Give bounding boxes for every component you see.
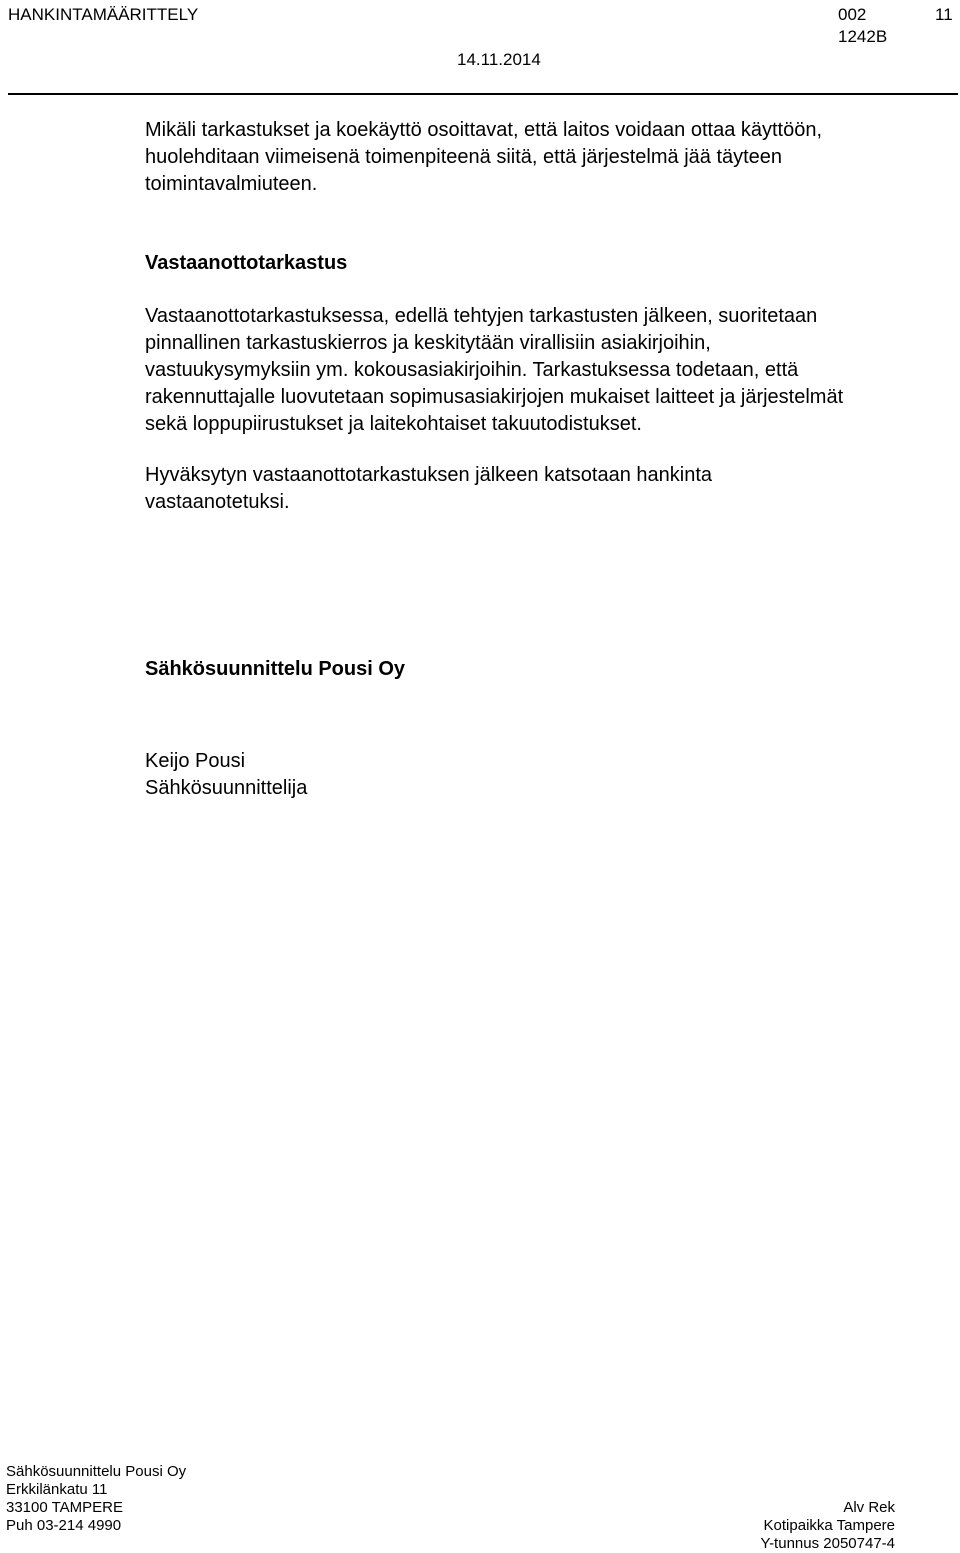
signature-block (145, 748, 307, 802)
section-line: pinnallinen tarkastuskierros ja keskitytään virallisiin asiakirjoihin, (145, 332, 711, 354)
closing-paragraph (145, 462, 712, 516)
footer-company: Sähkösuunnittelu Pousi Oy (6, 1463, 187, 1480)
header-divider (8, 93, 958, 95)
page-number: 11 (935, 5, 953, 24)
footer-street: Erkkilänkatu 11 (6, 1481, 108, 1498)
section-paragraph (145, 303, 843, 438)
footer-vat: Alv Rek (843, 1499, 895, 1516)
footer-domicile: Kotipaikka Tampere (763, 1517, 895, 1534)
section-line: sekä loppupiirustukset ja laitekohtaiset takuutodistukset. (145, 413, 642, 435)
document-type: HANKINTAMÄÄRITTELY (8, 5, 199, 24)
closing-line: vastaanotetuksi. (145, 491, 290, 513)
intro-line: huolehditaan viimeisenä toimenpiteenä siitä, että järjestelmä jää täyteen (145, 146, 783, 168)
section-line: vastuukysymyksiin ym. kokousasiakirjoihin. Tarkastuksessa todetaan, että (145, 359, 799, 381)
signature-company: Sähkösuunnittelu Pousi Oy (145, 658, 406, 680)
signature-name: Keijo Pousi (145, 750, 246, 772)
section-line: rakennuttajalle luovutetaan sopimusasiakirjojen mukaiset laitteet ja järjestelmät (145, 386, 844, 408)
footer-phone: Puh 03-214 4990 (6, 1517, 122, 1534)
intro-paragraph (145, 117, 822, 198)
section-line: Vastaanottotarkastuksessa, edellä tehtyjen tarkastusten jälkeen, suoritetaan (145, 305, 818, 327)
document-number: 002 (838, 5, 867, 24)
footer-city: 33100 TAMPERE (6, 1499, 124, 1516)
document-date: 14.11.2014 (457, 50, 541, 69)
project-code: 1242B (838, 27, 888, 46)
intro-line: toimintavalmiuteen. (145, 173, 318, 195)
signature-title: Sähkösuunnittelija (145, 777, 308, 799)
closing-line: Hyväksytyn vastaanottotarkastuksen jälkeen katsotaan hankinta (145, 464, 712, 486)
intro-line: Mikäli tarkastukset ja koekäyttö osoittavat, että laitos voidaan ottaa käyttöön, (145, 119, 823, 141)
footer-business-id: Y-tunnus 2050747-4 (760, 1535, 895, 1552)
section-heading: Vastaanottotarkastus (145, 252, 348, 274)
